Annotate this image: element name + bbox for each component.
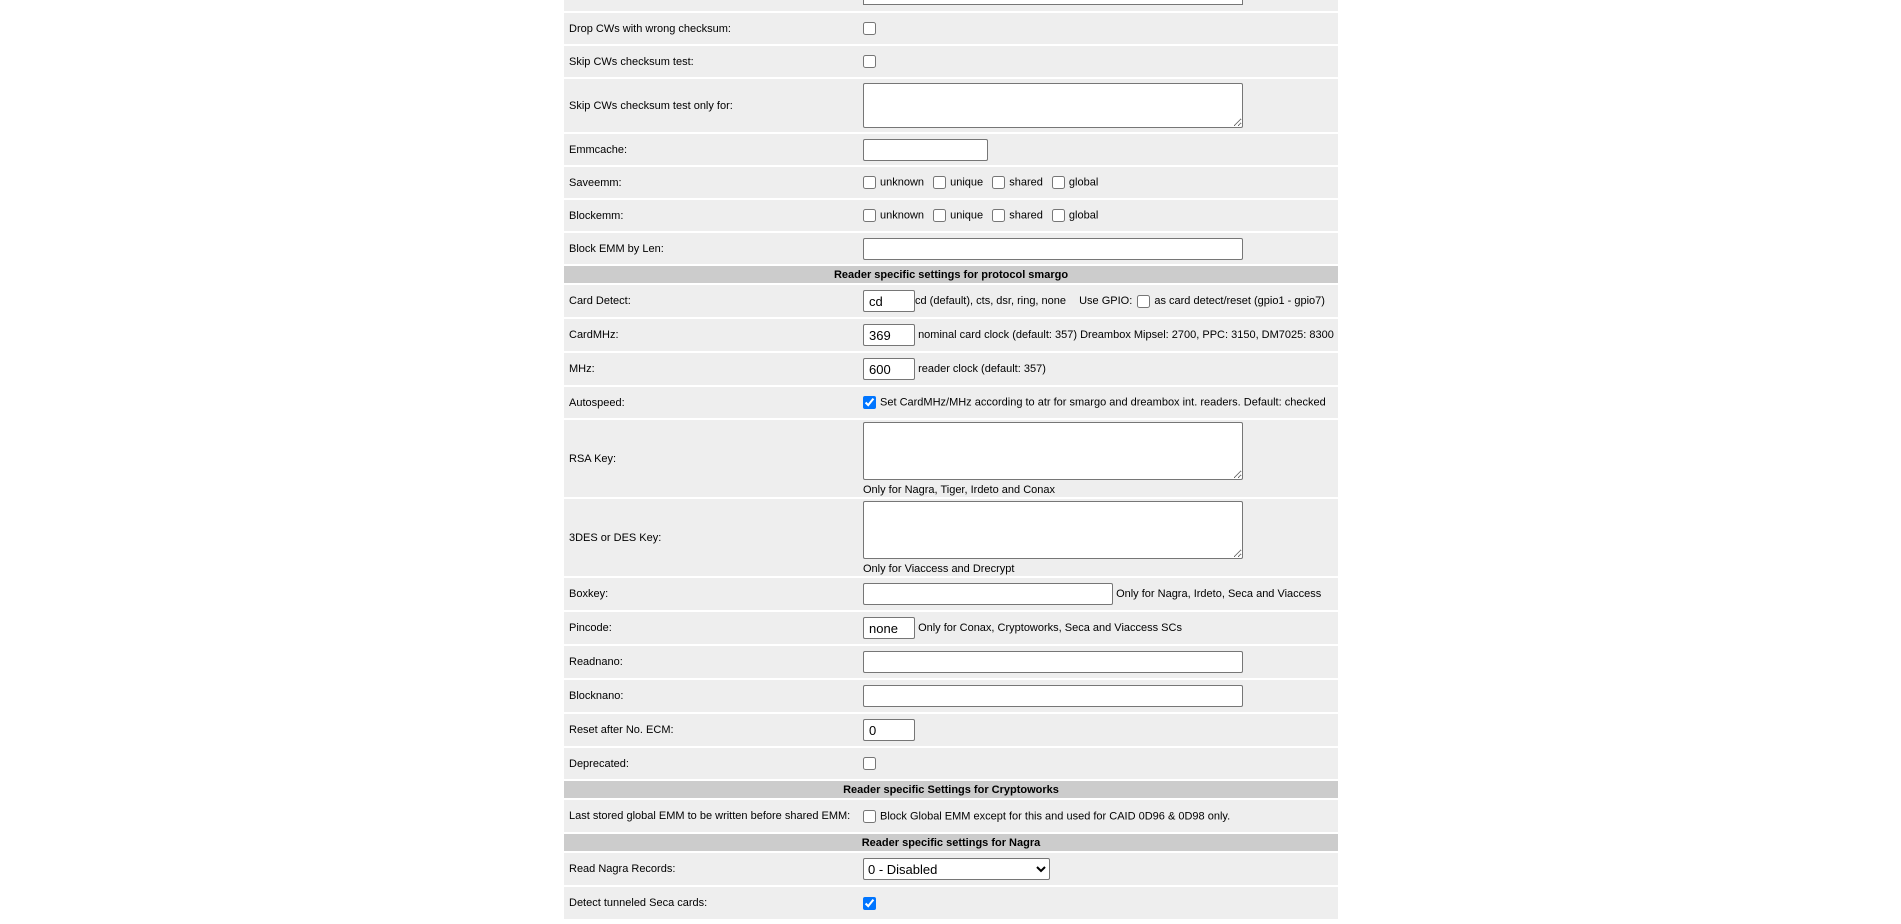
section-header-cryptoworks: Reader specific Settings for Cryptoworks <box>564 780 1338 799</box>
row-skip-cws-only <box>564 78 1338 133</box>
settings-table <box>564 0 1338 921</box>
pincode-input[interactable] <box>863 617 915 639</box>
row-block-emm-len <box>564 232 1338 265</box>
card-detect-help: cd (default), cts, dsr, ring, none <box>915 295 1067 307</box>
skip-cws-checkbox[interactable] <box>863 55 876 68</box>
row-readnano <box>564 645 1338 679</box>
des-key-textarea[interactable] <box>863 501 1243 559</box>
use-gpio-label: Use GPIO: <box>1079 295 1133 307</box>
saveemm-unique[interactable]: unique <box>933 176 983 189</box>
saveemm-label: Saveemm: <box>564 166 857 199</box>
rsa-key-help: Only for Nagra, Tiger, Irdeto and Conax <box>863 483 1055 496</box>
drop-cws-checkbox[interactable] <box>863 22 876 35</box>
row-emmcache <box>564 133 1338 166</box>
readnano-label: Readnano: <box>564 645 857 679</box>
emmcache-label: Emmcache: <box>564 133 857 166</box>
reset-ecm-label: Reset after No. ECM: <box>564 713 857 747</box>
global-emm-help: Block Global EMM except for this and used for CAID 0D96 & 0D98 only. <box>880 810 1231 822</box>
row-nagra-records <box>564 852 1338 886</box>
boxkey-input[interactable] <box>863 583 1113 605</box>
block-emm-len-input[interactable] <box>863 238 1243 260</box>
readnano-input[interactable] <box>863 651 1243 673</box>
skip-cws-only-label: Skip CWs checksum test only for: <box>564 78 857 133</box>
row-boxkey <box>564 577 1338 611</box>
saveemm-unknown[interactable]: unknown <box>863 176 924 189</box>
skip-cws-only-textarea[interactable] <box>863 83 1243 128</box>
cardmhz-input[interactable] <box>863 324 915 346</box>
use-gpio-checkbox[interactable] <box>1137 295 1150 308</box>
blockemm-label: Blockemm: <box>564 199 857 232</box>
des-key-help: Only for Viaccess and Drecrypt <box>863 562 1015 575</box>
deprecated-checkbox[interactable] <box>863 757 876 770</box>
autospeed-label: Autospeed: <box>564 386 857 419</box>
row-reset-ecm <box>564 713 1338 747</box>
gpio-help: as card detect/reset (gpio1 - gpio7) <box>1154 295 1325 307</box>
reader-settings-form <box>564 0 1338 921</box>
blockemm-global-checkbox[interactable] <box>1052 209 1065 222</box>
blocknano-input[interactable] <box>863 685 1243 707</box>
mhz-label: MHz: <box>564 352 857 386</box>
nagra-records-label: Read Nagra Records: <box>564 852 857 886</box>
boxkey-label: Boxkey: <box>564 577 857 611</box>
blockemm-unknown[interactable]: unknown <box>863 209 924 222</box>
boxkey-help: Only for Nagra, Irdeto, Seca and Viaccess <box>1116 588 1322 600</box>
row-tunneled-seca <box>564 886 1338 920</box>
drop-cws-label: Drop CWs with wrong checksum: <box>564 12 857 45</box>
row-drop-cws <box>564 12 1338 45</box>
row-blocknano <box>564 679 1338 713</box>
mhz-input[interactable] <box>863 358 915 380</box>
tunneled-seca-checkbox[interactable] <box>863 897 876 910</box>
reset-ecm-input[interactable] <box>863 719 915 741</box>
row-skip-cws <box>564 45 1338 78</box>
skip-cws-label: Skip CWs checksum test: <box>564 45 857 78</box>
row-rsa-key <box>564 419 1338 498</box>
blockemm-global[interactable]: global <box>1052 209 1098 222</box>
saveemm-shared[interactable]: shared <box>992 176 1043 189</box>
row-pincode <box>564 611 1338 645</box>
blockemm-unique[interactable]: unique <box>933 209 983 222</box>
row-saveemm <box>564 166 1338 199</box>
global-emm-checkbox[interactable] <box>863 810 876 823</box>
row-cardmhz <box>564 318 1338 352</box>
row-autospeed <box>564 386 1338 419</box>
row-deprecated <box>564 747 1338 780</box>
row-mhz <box>564 352 1338 386</box>
saveemm-shared-checkbox[interactable] <box>992 176 1005 189</box>
saveemm-global[interactable]: global <box>1052 176 1098 189</box>
row-previous-textarea <box>564 0 1338 12</box>
saveemm-global-checkbox[interactable] <box>1052 176 1065 189</box>
previous-textarea-bottom[interactable] <box>863 0 1243 5</box>
saveemm-unique-checkbox[interactable] <box>933 176 946 189</box>
card-detect-label: Card Detect: <box>564 284 857 318</box>
blockemm-shared-checkbox[interactable] <box>992 209 1005 222</box>
deprecated-label: Deprecated: <box>564 747 857 780</box>
saveemm-unknown-checkbox[interactable] <box>863 176 876 189</box>
des-key-label: 3DES or DES Key: <box>564 498 857 577</box>
row-global-emm <box>564 799 1338 833</box>
section-header-nagra: Reader specific settings for Nagra <box>564 833 1338 852</box>
cardmhz-label: CardMHz: <box>564 318 857 352</box>
row-card-detect <box>564 284 1338 318</box>
pincode-label: Pincode: <box>564 611 857 645</box>
pincode-help: Only for Conax, Cryptoworks, Seca and Viaccess SCs <box>918 622 1182 634</box>
block-emm-len-label: Block EMM by Len: <box>564 232 857 265</box>
blockemm-shared[interactable]: shared <box>992 209 1043 222</box>
autospeed-help: Set CardMHz/MHz according to atr for smargo and dreambox int. readers. Default: checked <box>880 396 1326 409</box>
blockemm-unknown-checkbox[interactable] <box>863 209 876 222</box>
cardmhz-help: nominal card clock (default: 357) Dreambox Mipsel: 2700, PPC: 3150, DM7025: 8300 <box>918 329 1334 341</box>
emmcache-input[interactable] <box>863 139 988 161</box>
rsa-key-textarea[interactable] <box>863 422 1243 480</box>
autospeed-checkbox[interactable] <box>863 396 876 409</box>
rsa-key-label: RSA Key: <box>564 419 857 498</box>
blocknano-label: Blocknano: <box>564 679 857 713</box>
nagra-records-select[interactable] <box>863 858 1050 880</box>
blockemm-unique-checkbox[interactable] <box>933 209 946 222</box>
card-detect-input[interactable] <box>863 290 915 312</box>
mhz-help: reader clock (default: 357) <box>918 363 1046 375</box>
row-blockemm <box>564 199 1338 232</box>
section-header-smargo: Reader specific settings for protocol smargo <box>564 265 1338 284</box>
tunneled-seca-label: Detect tunneled Seca cards: <box>564 886 857 920</box>
global-emm-label: Last stored global EMM to be written before shared EMM: <box>564 799 857 833</box>
row-des-key <box>564 498 1338 577</box>
